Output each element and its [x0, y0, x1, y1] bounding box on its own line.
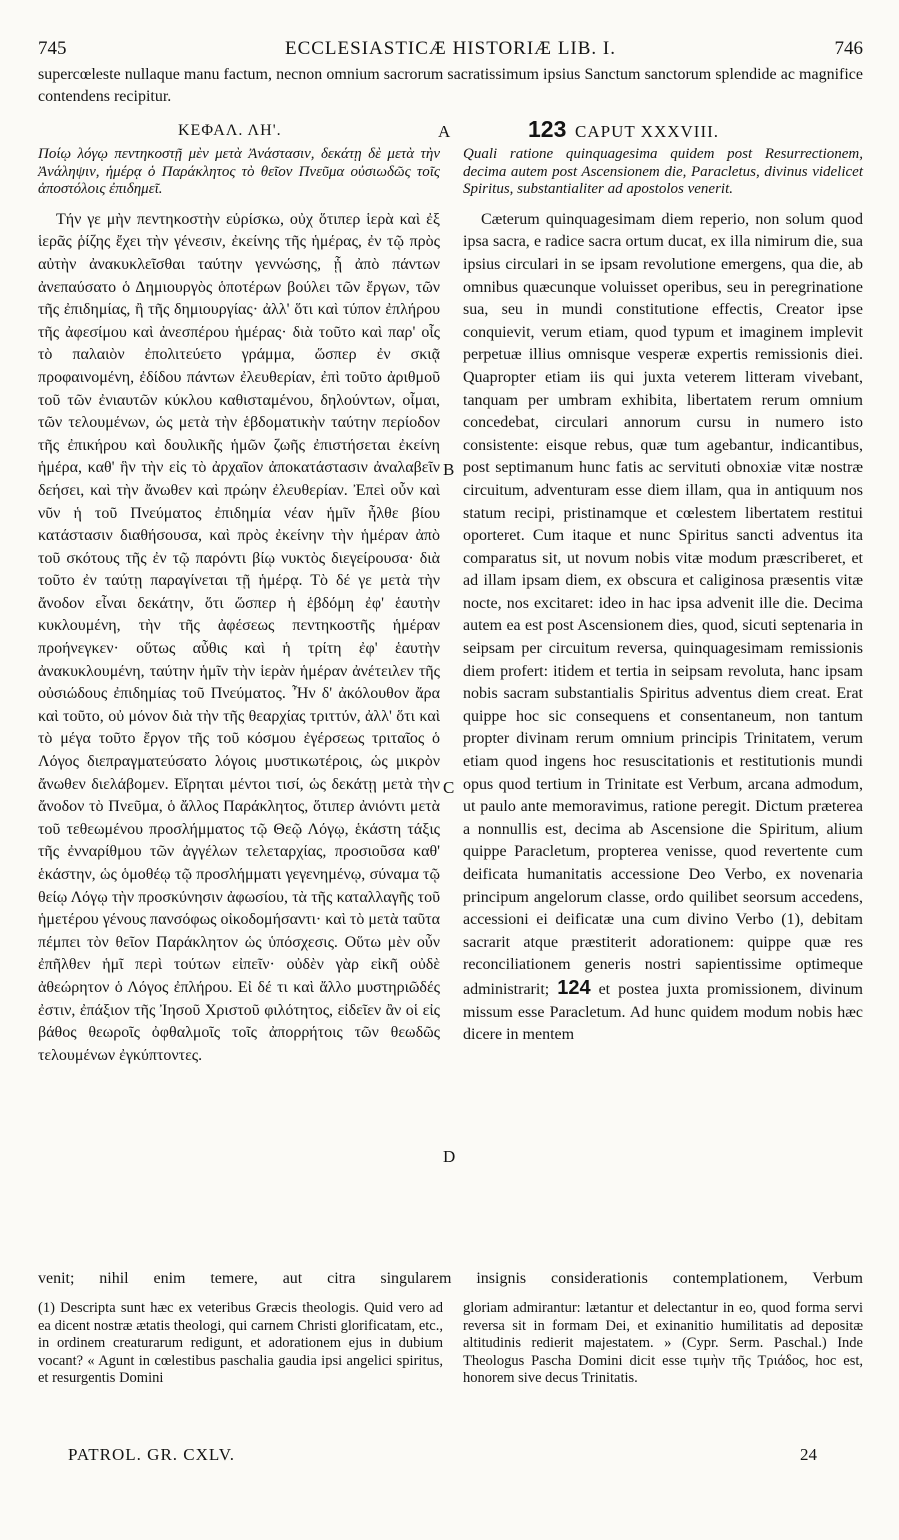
- column-number: 123: [528, 116, 567, 142]
- bottom-continuation-text: venit; nihil enim temere, aut citra singularem insignis considerationis contemplationem, Verbum: [38, 1270, 863, 1287]
- latin-body-part1: Cæterum quinquagesimam diem reperio, non solum quod ipsa sacra, e radice sacra ortum ducat, ex illa nimirum die, sua ipsius circulari in se ipsam revolutione emergens, qua die, ab omnibus quæcunque voluisset operibus, seu in peregrinatione sua, seu in mundi constitutione effectis, Creator ipse conquievit, verum etiam, quod typum et imaginem implevit perpetuæ illius omnisque vesperæ expertis remissionis diei. Quapropter etiam iis qui juxta veterem litteram vivebant, tanquam per umbram exhibita, libertatem rerum omnium concedebat, circulari annorum cursu in numero isto consistente: eisque rebus, quæ tum agebantur, indicantibus, post septimanum hunc fatis ac servituti obnoxiæ vitæ nostræ circuitum, adventuram esse diem illam, qua in antiquum nos statum recipi, pristinamque et cœlestem libertatem restitui oporteret. Cum itaque et nunc Spiritus sancti adventus ita comparatus sit, ut novum nobis vitæ modum præscriberet, et ad illam ipsam diem, ex obscura et caliginosa præsentis vitæ nocte, nos excitaret: ideo in hac ipsa advenit ille die. Decima autem ea est post Ascensionem dies, quod, sicuti septenaria in seipsam per circuitum reversa, quinquagesimam remissionis diem profert: itidem et tertia in seipsam revoluta, hanc ipsam nobis sacram substantialis Spiritus adventus diem creat. Erat quippe hoc sic consequens et consentaneum, non tantum propter divinam rerum omnium principis Trinitatem, verum etiam quod ingens hoc resuscitationis et restitutionis mundi opus quod tertium in Trinitate est Verbum, arcana admodum, ut paulo ante memoravimus, ratione peregit. Dictum præterea a nonnullis est, decima ab Ascensione die Spiritum, alium quippe Paracletum, propterea venisse, quod revertente cum deificata humanitatis accessione Deo Verbo, ex novenaria principum angelorum classe, ordo quilibet seorsum accedens, accessioni ei deificatæ una cum divino Verbo (1), debitam sacrarit atque præstiterit adorationem: quippe quæ res reconciliationem generis nostri sapientissime optimeque administrarit;: [463, 210, 863, 998]
- margin-letter-d: D: [443, 1147, 456, 1166]
- running-title: ECCLESIASTICÆ HISTORIÆ LIB. I.: [284, 38, 617, 59]
- inline-column-number: 124: [557, 976, 591, 999]
- footnote-left: [38, 1300, 443, 1388]
- left-page-number: 745: [38, 38, 67, 59]
- running-header: [38, 38, 863, 64]
- latin-chapter-title: Quali ratione quinquagesima quidem post Resurrectionem, decima autem post Ascensionem die, Paracletus, divinus videlicet Spiritus, substantialiter ad apostolos venerit.: [463, 146, 863, 198]
- page-footer: [38, 1445, 863, 1469]
- latin-chapter-label: CAPUT XXXVIII.: [575, 122, 720, 141]
- top-continuation-text: supercœleste nullaque manu factum, necnon omnium sacrorum sacratissimum ipsius Sanctum sanctorum splendide ac magnifice contendens recipitur.: [38, 66, 863, 105]
- greek-body-text: Τήν γε μὴν πεντηκοστὴν εὑρίσκω, οὐχ ὅτιπερ ἱερὰ καὶ ἐξ ἱερᾶς ῥίζης ἔχει τὴν γένεσιν, ἐκείνης τῆς ἡμέρας, ἐν τῷ πρὸς αὐτὴν ἀνακυκλεῖσθαι ταύτην γεννώσης, ᾗ ἀπὸ πάντων ἀνεπαύσατο ὁ Δημιουργὸς ὁποτέρων βούλει τῶν ἔργων, τῶν τῆς ἐπιδημίας, ἢ τῆς δημιουργίας· ἀλλ' ὅτι καὶ τύπον ἐπλήρου τῆς ἀφεσίμου καὶ ἀνεσπέρου ἡμέρας· διὰ τοῦτο καὶ παρ' οἷς τὸ παλαιὸν ἐπολιτεύετο γράμμα, ὥσπερ ἐν σκιᾷ προφαινομένη, ἐδίδου πάντων ἐλευθερίαν, ἐπὶ τοῦτο ἀριθμοῦ τοῦ τῶν ἐνιαυτῶν κύκλου καθισταμένου, δηλούντων, οἶμαι, τῶν τελουμένων, ὡς μετὰ τὴν ἑβδοματικὴν ταύτην περίοδον τῆς ἐπικήρου καὶ δουλικῆς ἡμῶν ζωῆς ἐπιστήσεται ἐκείνη ἡμέρα, καθ' ἣν τὴν εἰς τὸ ἀρχαῖον ἀποκατάστασιν ἀναλαβεῖν δεήσει, καὶ τὴν ἄνωθεν καὶ πρώην ἐλευθερίαν. Ἐπεὶ οὖν καὶ νῦν ἡ τοῦ Πνεύματος ἐπιδημία νέαν ἡμῖν ἦλθε βίου κατάστασιν διαθήσουσα, καὶ πρὸς ἐκείνην τὴν ἡμέραν ἀπὸ τοῦ σκότους τῆς ἐν τῷ παρόντι βίῳ νυκτὸς διεγείρουσα· διὰ τοῦτο ἐν ταύτῃ παραγίνεται τῇ ἡμέρᾳ. Τὸ δέ γε μετὰ τὴν ἄνοδον εἶναι δεκάτην, ὅτι ὥσπερ ἡ ἑβδόμη ἐφ' ἑαυτὴν κυκλουμένη, τὴν τῆς ἀφέσεως πεντηκοστῆς ἡμέραν προήνεγκεν· οὕτως αὖθις καὶ ἡ τρίτη ἐφ' ἑαυτὴν ἀνακυκλουμένη, ταύτην ἡμῖν τὴν ἱερὰν ἡμέραν ἀνέτειλεν τῆς οὐσιώδους ἐπιδημίας τοῦ Πνεύματος. Ἦν δ' ἀκόλουθον ἄρα καὶ τοῦτο, οὐ μόνον διὰ τὴν τῆς θεαρχίας τριττύν, ἀλλ' ὅτι καὶ τὸ μέγα τοῦτο ἔργον τῆς τοῦ κόσμου ἐγέρσεως τριταῖος ὁ Λόγος διεπραγματεύσατο λόγοις μυστικωτέροις, ὡς μικρὸν ἄνωθεν διελάβομεν. Εἴρηται μέντοι τισί, ὡς δεκάτῃ μετὰ τὴν ἄνοδον τὸ Πνεῦμα, ὁ ἄλλος Παράκλητος, ὅτιπερ ἀνιόντι μετὰ τοῦ τεθεωμένου προσλήμματος τῷ Θεῷ Λόγῳ, ἑκάστη τάξις τῆς ἐνναρίθμου τῶν ἀγγέλων τελεταρχίας, προσιοῦσα καθ' ἑκάστην, ὡς ὁμοθέῳ τῷ προσλήμματι γεγενημένῳ, σύναμα τῷ θείῳ Λόγῳ τὴν προσκύνησιν ἀφωσίου, τὰ τῆς καταλλαγῆς τοῦ ἡμετέρου γένους πανσόφως οἰκοδομήσαντι· καὶ τὸ μετὰ ταῦτα πέμπει τὸν θεῖον Παράκλητον ὡς ὑπόσχεσις. Οὕτω μὲν οὖν ἐπῆλθεν ἡμῖ περὶ τούτων εἰπεῖν· οὐδὲν γὰρ εἰκῆ οὐδὲ ἀθεώρητον ὁ Λόγος ἐπλήρου. Εἰ δέ τι καὶ ἄλλο μυστηριῶδές ἐστιν, ἐπάξιον τῆς Ἰησοῦ Χριστοῦ φιλότητος, εἰδεῖεν ἂν οἱ εἰς βάθος θεωροῖς ὀφθαλμοῖς τοῖς ἀπορρήτοις τῶν θεωδῶς τελουμένων ἐγκύπτοντες.: [38, 210, 440, 1064]
- chapter-heading-row: [38, 116, 863, 146]
- footnote-right-text: gloriam admirantur: lætantur et delectantur in eo, quod forma servi reversa sit in formam Dei, et exinanitio humilitatis ad depositæ altitudinis redierit majestatem. » (Cypr. Serm. Paschal.) Inde Theologus Pascha Domini dicit esse τιμὴν τῆς Τριάδος, hoc est, honorem sive decus Trinitatis.: [463, 1300, 863, 1387]
- margin-letter-b: B: [443, 460, 455, 479]
- sheet-number: 24: [800, 1445, 817, 1464]
- footnote-left-text: (1) Descripta sunt hæc ex veteribus Græcis theologis. Quid vero ad ea dicent nostræ ætatis theologi, qui carnem Christi glorificatam, etc., in ordinem creaturarum redigunt, et adorationem ejus in dubium vocant? « Agunt in cœlestibus paschalia gaudia ipsi angelici spiritus, et resurgentis Domini: [38, 1300, 443, 1387]
- latin-body-text: [463, 209, 863, 1047]
- margin-letter-a: A: [438, 122, 451, 141]
- greek-chapter-label: ΚΕΦΑΛ. ΛΗ'.: [178, 122, 282, 139]
- footnote-right: [463, 1300, 863, 1388]
- printer-signature: PATROL. GR. CXLV.: [68, 1445, 236, 1464]
- right-page-number: 746: [834, 38, 863, 59]
- latin-body-part2: et postea juxta promissionem, divinum missum esse Paracletum. Ad hunc quidem modum nobis hæc dicere in mentem: [463, 980, 863, 1044]
- greek-chapter-title: Ποίῳ λόγῳ πεντηκοστῇ μὲν μετὰ Ἀνάστασιν, δεκάτῃ δὲ μετὰ τὴν Ἀνάληψιν, ἡμέρᾳ ὁ Παράκλητος τὸ θεῖον Πνεῦμα οὐσιωδῶς τοῖς ἀποστόλοις ἐπιδημεῖ.: [38, 146, 440, 198]
- margin-letter-c: C: [443, 778, 455, 797]
- greek-column: [38, 146, 440, 1067]
- latin-column: [463, 146, 863, 1047]
